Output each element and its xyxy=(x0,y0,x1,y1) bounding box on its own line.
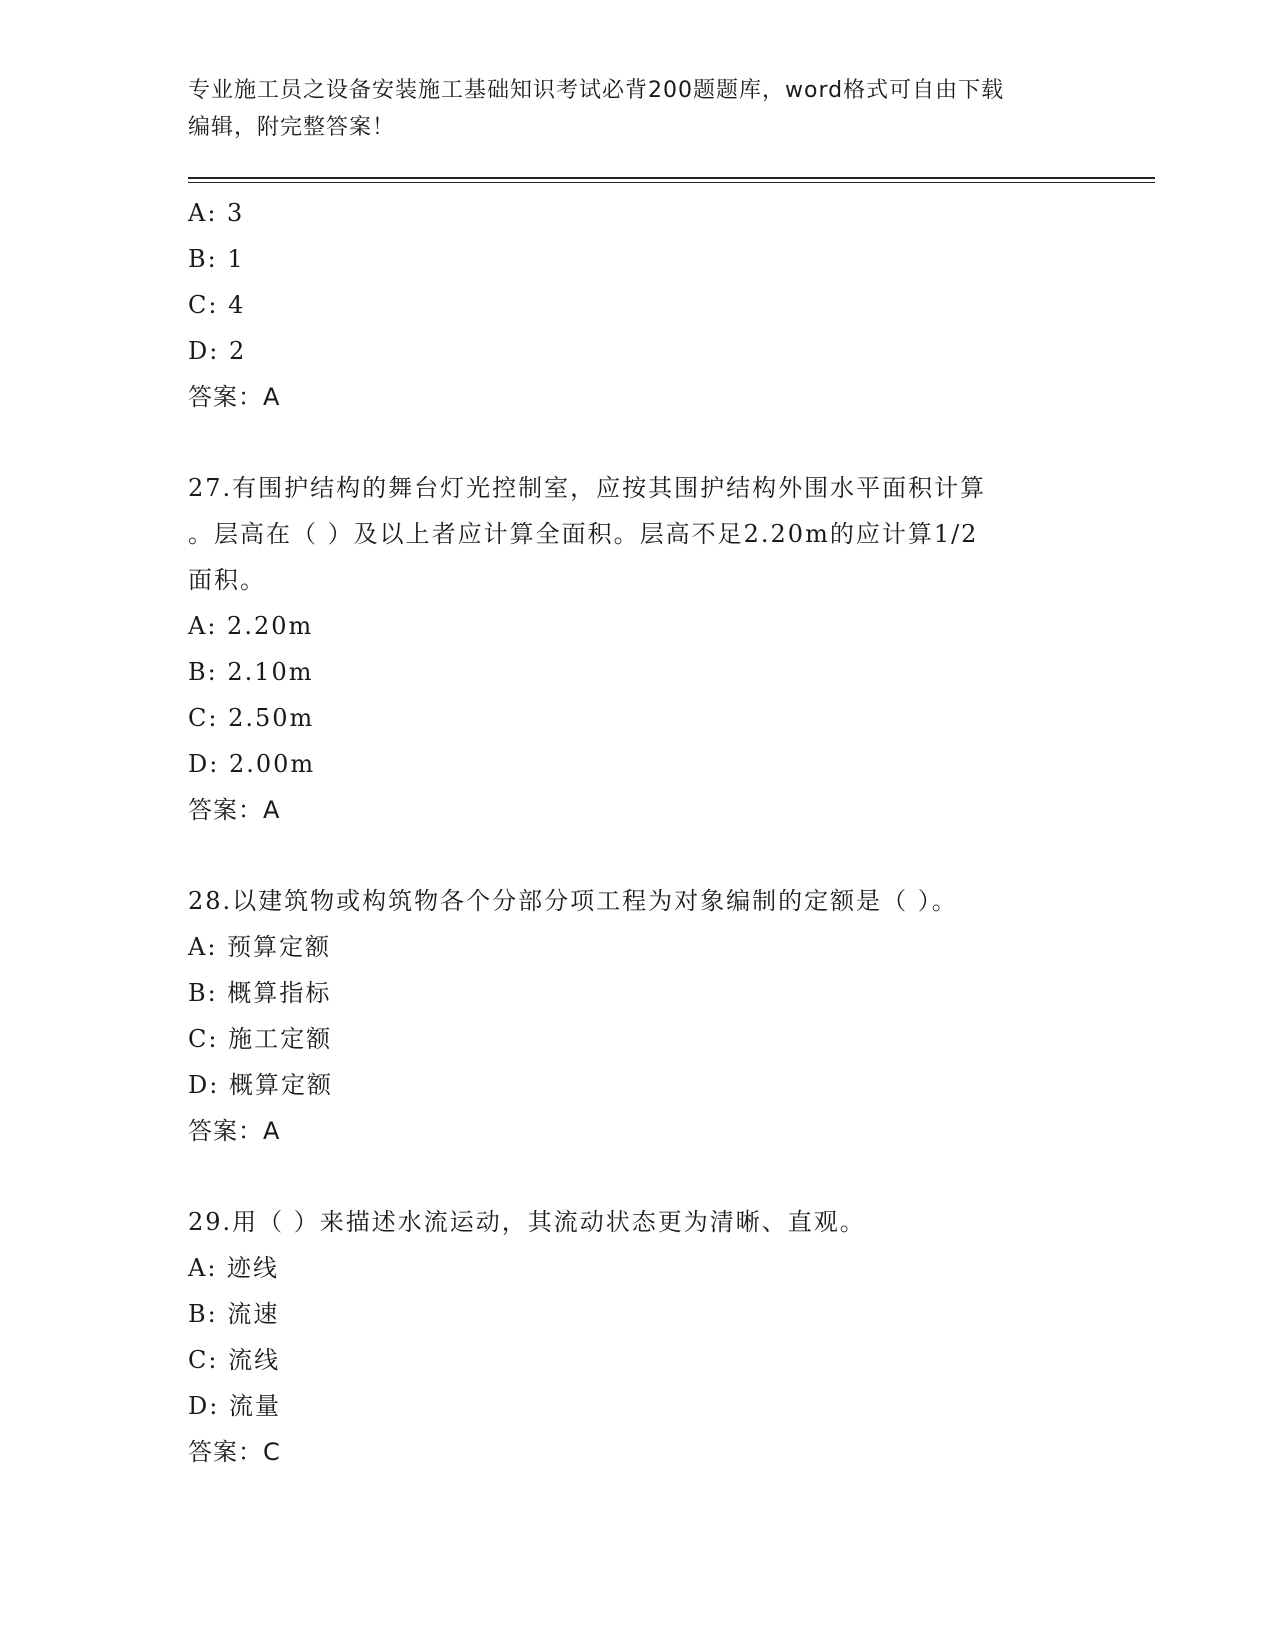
option-b: B: 1 xyxy=(188,245,245,273)
option-a: A: 3 xyxy=(188,199,245,227)
document-header xyxy=(188,72,1088,146)
header-divider-thick xyxy=(188,177,1155,179)
header-line-2: 编辑，附完整答案！ xyxy=(188,115,396,140)
option-a: A: 预算定额 xyxy=(188,933,332,961)
option-a: A: 2.20m xyxy=(188,612,314,640)
header-line-1: 专业施工员之设备安装施工基础知识考试必背200题题库，word格式可自由下载 xyxy=(188,78,1005,103)
question-text-line-1: 27.有围护结构的舞台灯光控制室，应按其围护结构外围水平面积计算 xyxy=(188,474,987,502)
option-c: C: 4 xyxy=(188,291,246,319)
question-27 xyxy=(188,465,1088,833)
question-text-line-1: 29.用（ ）来描述水流运动，其流动状态更为清晰、直观。 xyxy=(188,1208,866,1236)
option-b: B: 概算指标 xyxy=(188,979,332,1007)
answer: 答案：A xyxy=(188,383,281,411)
option-d: D: 概算定额 xyxy=(188,1071,333,1099)
option-d: D: 2.00m xyxy=(188,750,316,778)
option-d: D: 流量 xyxy=(188,1392,281,1420)
question-28 xyxy=(188,878,1088,1154)
option-c: C: 流线 xyxy=(188,1346,281,1374)
question-text-line-2: 。层高在（ ）及以上者应计算全面积。层高不足2.20m的应计算1/2 xyxy=(188,520,979,548)
question-text-line-3: 面积。 xyxy=(188,566,266,594)
answer: 答案：C xyxy=(188,1438,281,1466)
answer: 答案：A xyxy=(188,796,281,824)
option-b: B: 2.10m xyxy=(188,658,314,686)
option-a: A: 迹线 xyxy=(188,1254,280,1282)
header-divider-thin xyxy=(188,182,1155,183)
option-c: C: 施工定额 xyxy=(188,1025,333,1053)
option-d: D: 2 xyxy=(188,337,247,365)
question-list xyxy=(188,190,1088,1475)
option-b: B: 流速 xyxy=(188,1300,280,1328)
question-29 xyxy=(188,1199,1088,1475)
answer: 答案：A xyxy=(188,1117,281,1145)
question-26 xyxy=(188,190,1088,420)
question-text-line-1: 28.以建筑物或构筑物各个分部分项工程为对象编制的定额是（ ）。 xyxy=(188,887,958,915)
option-c: C: 2.50m xyxy=(188,704,315,732)
